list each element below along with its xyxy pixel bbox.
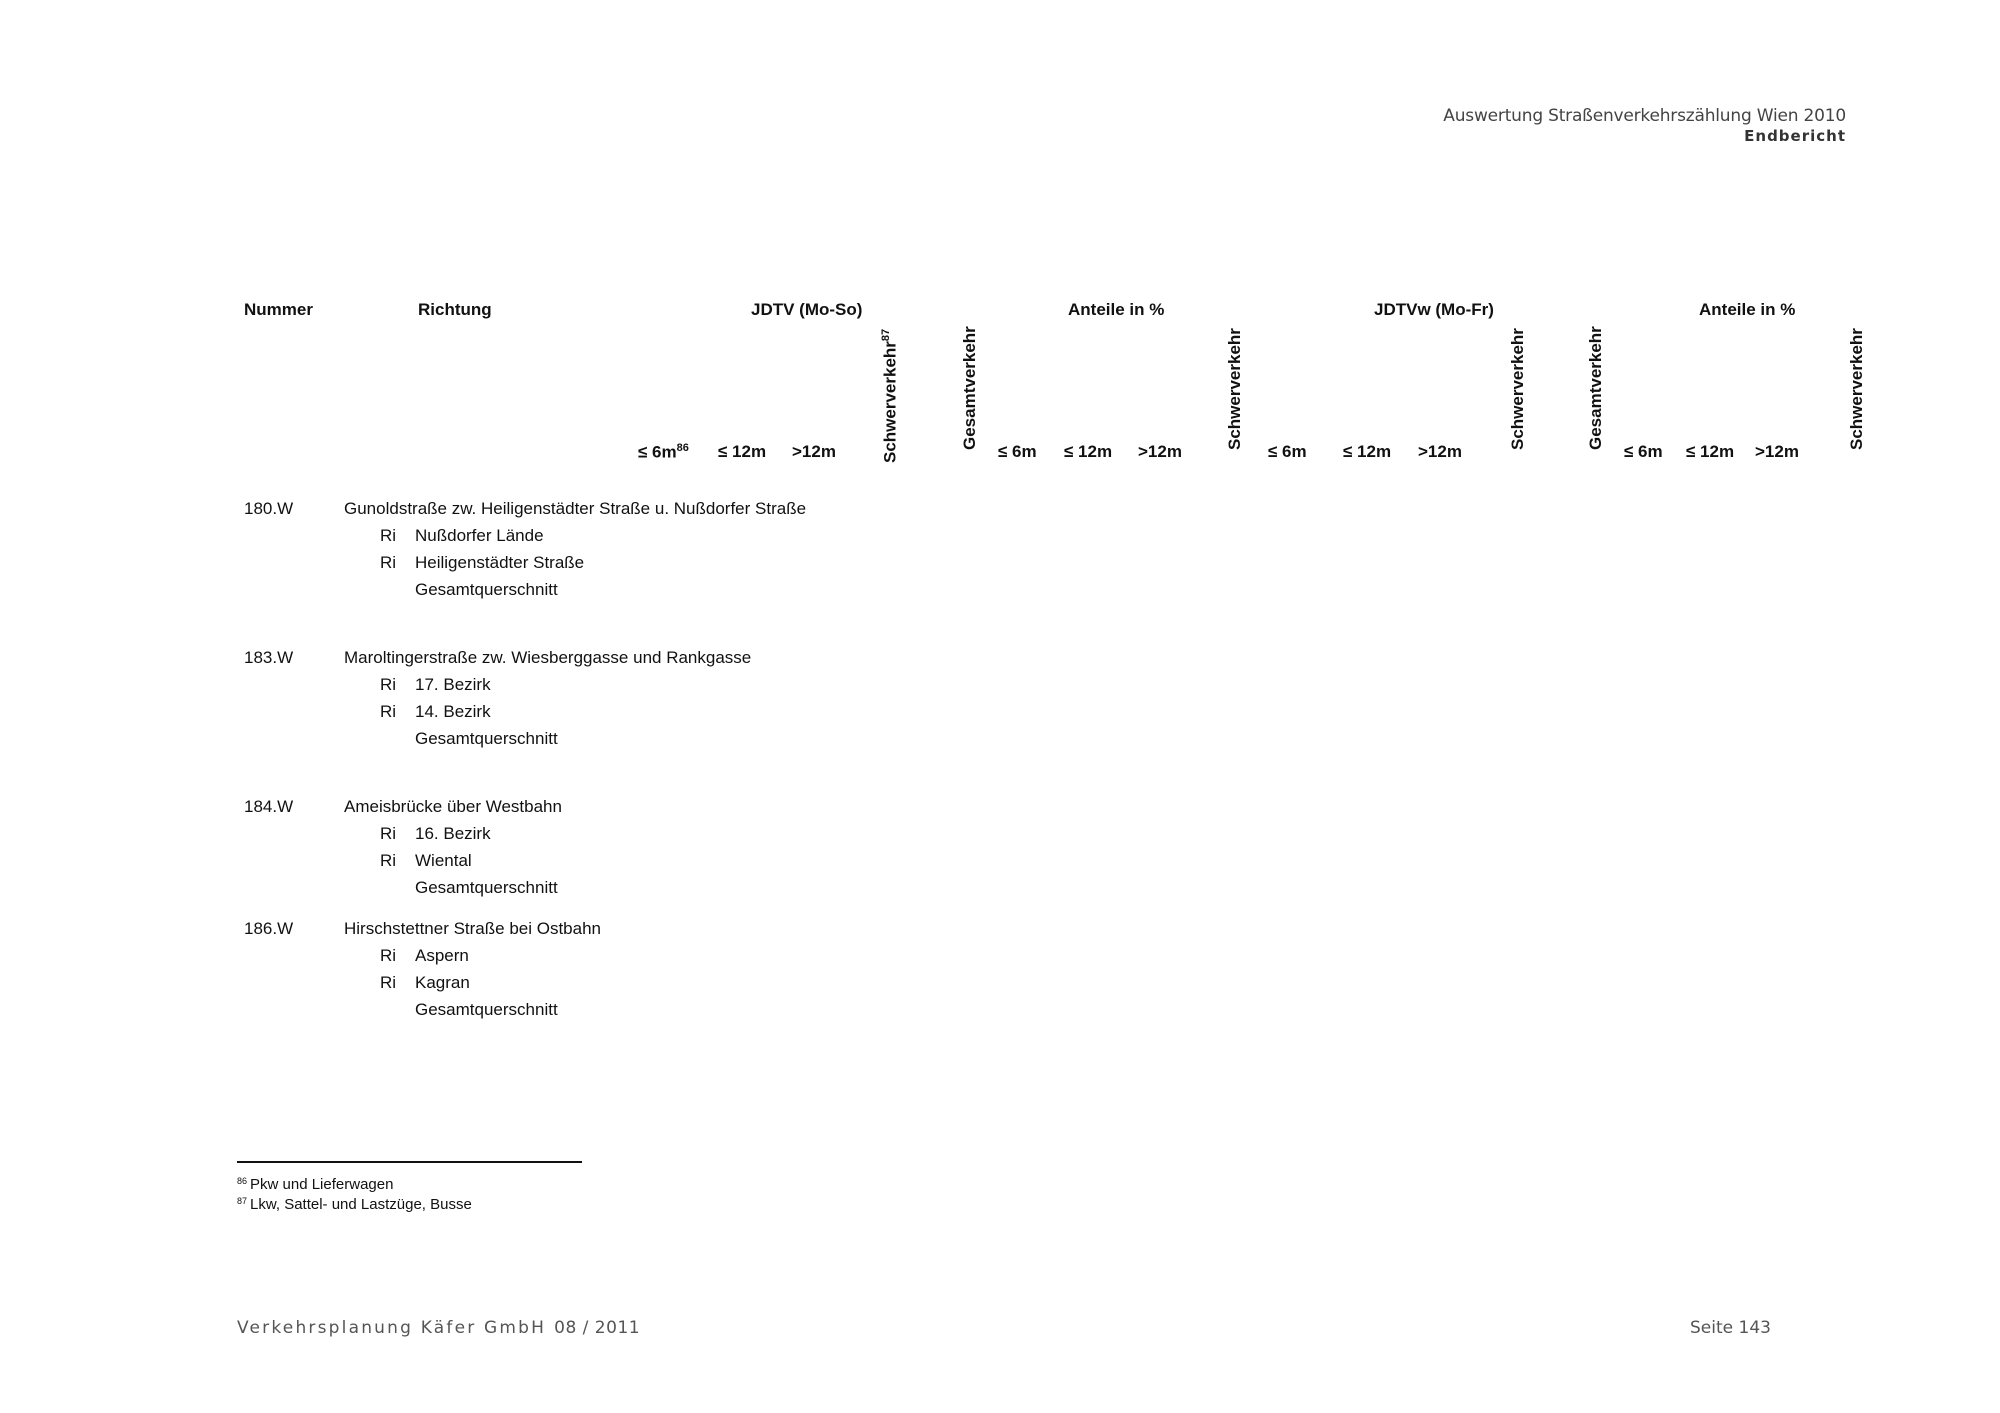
direction-label: 17. Bezirk bbox=[415, 675, 491, 694]
subheader-le6m: ≤ $6m^{86}$ bbox=[638, 442, 689, 462]
footnote-divider bbox=[237, 1161, 582, 1163]
direction-label: Gesamtquerschnitt bbox=[415, 580, 558, 599]
direction-prefix: Ri bbox=[380, 851, 397, 870]
subheader-w-anteil-schwerverkehr: Schwerverkehr bbox=[1847, 328, 1866, 450]
footer-date: 08 / 2011 bbox=[554, 1318, 641, 1338]
count-station-number: 183.W bbox=[244, 648, 294, 667]
report-subtitle: Endbericht bbox=[1744, 127, 1846, 145]
header-richtung: Richtung bbox=[418, 300, 492, 319]
direction-prefix: Ri bbox=[380, 702, 397, 721]
subheader-anteil-le6m: ≤ 6m bbox=[998, 442, 1037, 461]
count-station-title: Gunoldstraße zw. Heiligenstädter Straße u. Nußdorfer Straße bbox=[344, 499, 807, 518]
header-anteile-jdtvw: Anteile in % bbox=[1699, 300, 1796, 319]
header-anteile-jdtv: Anteile in % bbox=[1068, 300, 1165, 319]
subheader-w-anteil-gt12m: >12m bbox=[1755, 442, 1799, 461]
header-jdtvw: JDTVw (Mo-Fr) bbox=[1374, 300, 1494, 319]
direction-label: Kagran bbox=[415, 973, 470, 992]
page-footer-company: Verkehrsplanung Käfer GmbH 08 / 2011 bbox=[237, 1318, 641, 1338]
count-station-title: Ameisbrücke über Westbahn bbox=[344, 797, 562, 816]
direction-label: Wiental bbox=[415, 851, 472, 870]
direction-prefix: Ri bbox=[380, 675, 397, 694]
direction-prefix: Ri bbox=[380, 526, 397, 545]
report-title: Auswertung Straßenverkehrszählung Wien 2010 bbox=[1443, 106, 1846, 126]
direction-prefix: Ri bbox=[380, 553, 397, 572]
subheader-gt12m: >12m bbox=[792, 442, 836, 461]
subheader-w-schwerverkehr: Schwerverkehr bbox=[1508, 328, 1527, 450]
subheader-schwerverkehr: Schwerverkehr$^{87}$ bbox=[880, 328, 900, 463]
subheader-gesamtverkehr: Gesamtverkehr bbox=[960, 326, 979, 450]
direction-label: Gesamtquerschnitt bbox=[415, 729, 558, 748]
subheader-w-gt12m: >12m bbox=[1418, 442, 1462, 461]
count-station-title: Hirschstettner Straße bei Ostbahn bbox=[344, 919, 602, 938]
subheader-w-anteil-le12m: ≤ 12m bbox=[1686, 442, 1735, 461]
header-nummer: Nummer bbox=[244, 300, 313, 319]
direction-prefix: Ri bbox=[380, 973, 397, 992]
footnote-86: $^{86}$ Pkw und Lieferwagen bbox=[237, 1176, 394, 1193]
direction-label: Gesamtquerschnitt bbox=[415, 878, 558, 897]
count-station-number: 186.W bbox=[244, 919, 294, 938]
direction-prefix: Ri bbox=[380, 946, 397, 965]
footnote-87: $^{87}$ Lkw, Sattel- und Lastzüge, Busse bbox=[237, 1196, 472, 1213]
subheader-w-gesamtverkehr: Gesamtverkehr bbox=[1586, 326, 1605, 450]
subheader-anteil-schwerverkehr: Schwerverkehr bbox=[1225, 328, 1244, 450]
direction-label: 14. Bezirk bbox=[415, 702, 491, 721]
direction-label: 16. Bezirk bbox=[415, 824, 491, 843]
direction-label: Aspern bbox=[415, 946, 469, 965]
subheader-w-le12m: ≤ 12m bbox=[1343, 442, 1392, 461]
page-number: Seite 143 bbox=[1690, 1318, 1771, 1338]
subheader-w-le6m: ≤ 6m bbox=[1268, 442, 1307, 461]
direction-label: Gesamtquerschnitt bbox=[415, 1000, 558, 1019]
count-station-title: Maroltingerstraße zw. Wiesberggasse und Rankgasse bbox=[344, 648, 752, 667]
count-station-number: 180.W bbox=[244, 499, 294, 518]
subheader-anteil-gt12m: >12m bbox=[1138, 442, 1182, 461]
page-header bbox=[1443, 106, 1846, 145]
count-station-number: 184.W bbox=[244, 797, 294, 816]
subheader-le12m: ≤ 12m bbox=[718, 442, 767, 461]
direction-label: Heiligenstädter Straße bbox=[415, 553, 585, 572]
direction-label: Nußdorfer Lände bbox=[415, 526, 544, 545]
subheader-w-anteil-le6m: ≤ 6m bbox=[1624, 442, 1663, 461]
subheader-anteil-le12m: ≤ 12m bbox=[1064, 442, 1113, 461]
footnote-ref-86: 86 bbox=[676, 442, 689, 454]
direction-prefix: Ri bbox=[380, 824, 397, 843]
footnote-ref-87: 87 bbox=[880, 328, 892, 342]
header-jdtv: JDTV (Mo-So) bbox=[751, 300, 863, 319]
